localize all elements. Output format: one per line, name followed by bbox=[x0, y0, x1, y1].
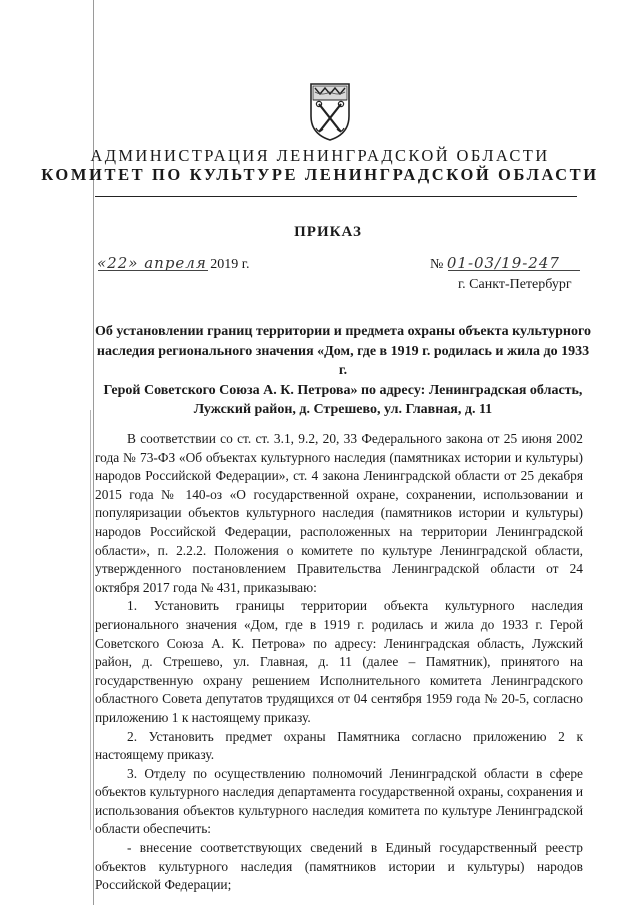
number-underline bbox=[448, 270, 580, 271]
document-year: 2019 г. bbox=[210, 257, 250, 272]
handwritten-date: «22» апреля bbox=[97, 254, 207, 272]
order-title-line: Герой Советского Союза А. К. Петрова» по адресу: Ленинградская область, bbox=[103, 382, 583, 398]
order-title-line: Об установлении границ территории и предмета охраны объекта культурного bbox=[95, 324, 591, 339]
clause-3-item-paragraph: - внесение соответствующих сведений в Единый государственный реестр объектов культурного наследия (памятников истории и культуры) народов Российской Федерации; bbox=[95, 840, 583, 893]
clause-1-paragraph: 1. Установить границы территории объекта культурного наследия регионального значения «Дом, где в 1919 г. родилась и жила до 1933 г. Герой Советского Союза А. К. Петрова» по адресу: Ленинградская область, Лужский район, д. Стрешево, ул. Главная, д. 11 (далее – Памятник), принятого на государственную охрану решением Исполнительного комитета Ленинградского областного Совета депутатов трудящихся от 04 сентября 1959 года № 20-5, согласно приложению 1 к настоящему приказу. bbox=[95, 598, 583, 725]
clause-3-paragraph: 3. Отделу по осуществлению полномочий Ленинградской области в сфере объектов культурного наследия департамента государственной охраны, сохранения и использования объектов культурного наследия комитета по культуре Ленинградской области обеспечить: bbox=[95, 765, 583, 837]
scan-margin-line bbox=[93, 0, 94, 905]
handwritten-number: 01-03/19-247 bbox=[446, 254, 560, 272]
coat-of-arms-icon bbox=[307, 82, 353, 142]
scan-margin-line-secondary bbox=[90, 410, 91, 830]
preamble-paragraph: В соответствии со ст. ст. 3.1, 9.2, 20, 33 Федерального закона от 25 июня 2002 года № 73-ФЗ «Об объектах культурного наследия (памятниках истории и культуры) народов Российской Федерации», ст. 4 закона Ленинградской области от 25 декабря 2015 года № 140-оз «О государственной охране, сохранении, использовании и популяризации объектов культурного наследия (памятников истории и культуры) народов Российской Федерации, расположенных на территории Ленинградской области», п. 2.2.2. Положения о комитете по культуре Ленинградской области, утвержденного постановлением Правительства Ленинградской области от 24 октября 2017 года № 431, приказываю: bbox=[95, 431, 583, 595]
order-title-line: Лужский район, д. Стрешево, ул. Главная, д. 11 bbox=[193, 402, 493, 417]
document-city: г. Санкт-Петербург bbox=[458, 277, 572, 292]
header-divider bbox=[95, 196, 577, 197]
order-title bbox=[95, 322, 591, 420]
date-underline bbox=[98, 270, 208, 271]
document-type-title: ПРИКАЗ bbox=[294, 224, 362, 240]
administration-heading: АДМИНИСТРАЦИЯ ЛЕНИНГРАДСКОЙ ОБЛАСТИ bbox=[90, 146, 550, 165]
number-prefix: № bbox=[430, 257, 444, 272]
order-title-line: наследия регионального значения «Дом, где в 1919 г. родилась и жила до 1933 г. bbox=[96, 343, 590, 378]
clause-2-paragraph: 2. Установить предмет охраны Памятника согласно приложению 2 к настоящему приказу. bbox=[95, 728, 583, 763]
order-body bbox=[95, 430, 583, 895]
committee-heading: КОМИТЕТ ПО КУЛЬТУРЕ ЛЕНИНГРАДСКОЙ ОБЛАСТИ bbox=[41, 165, 599, 184]
